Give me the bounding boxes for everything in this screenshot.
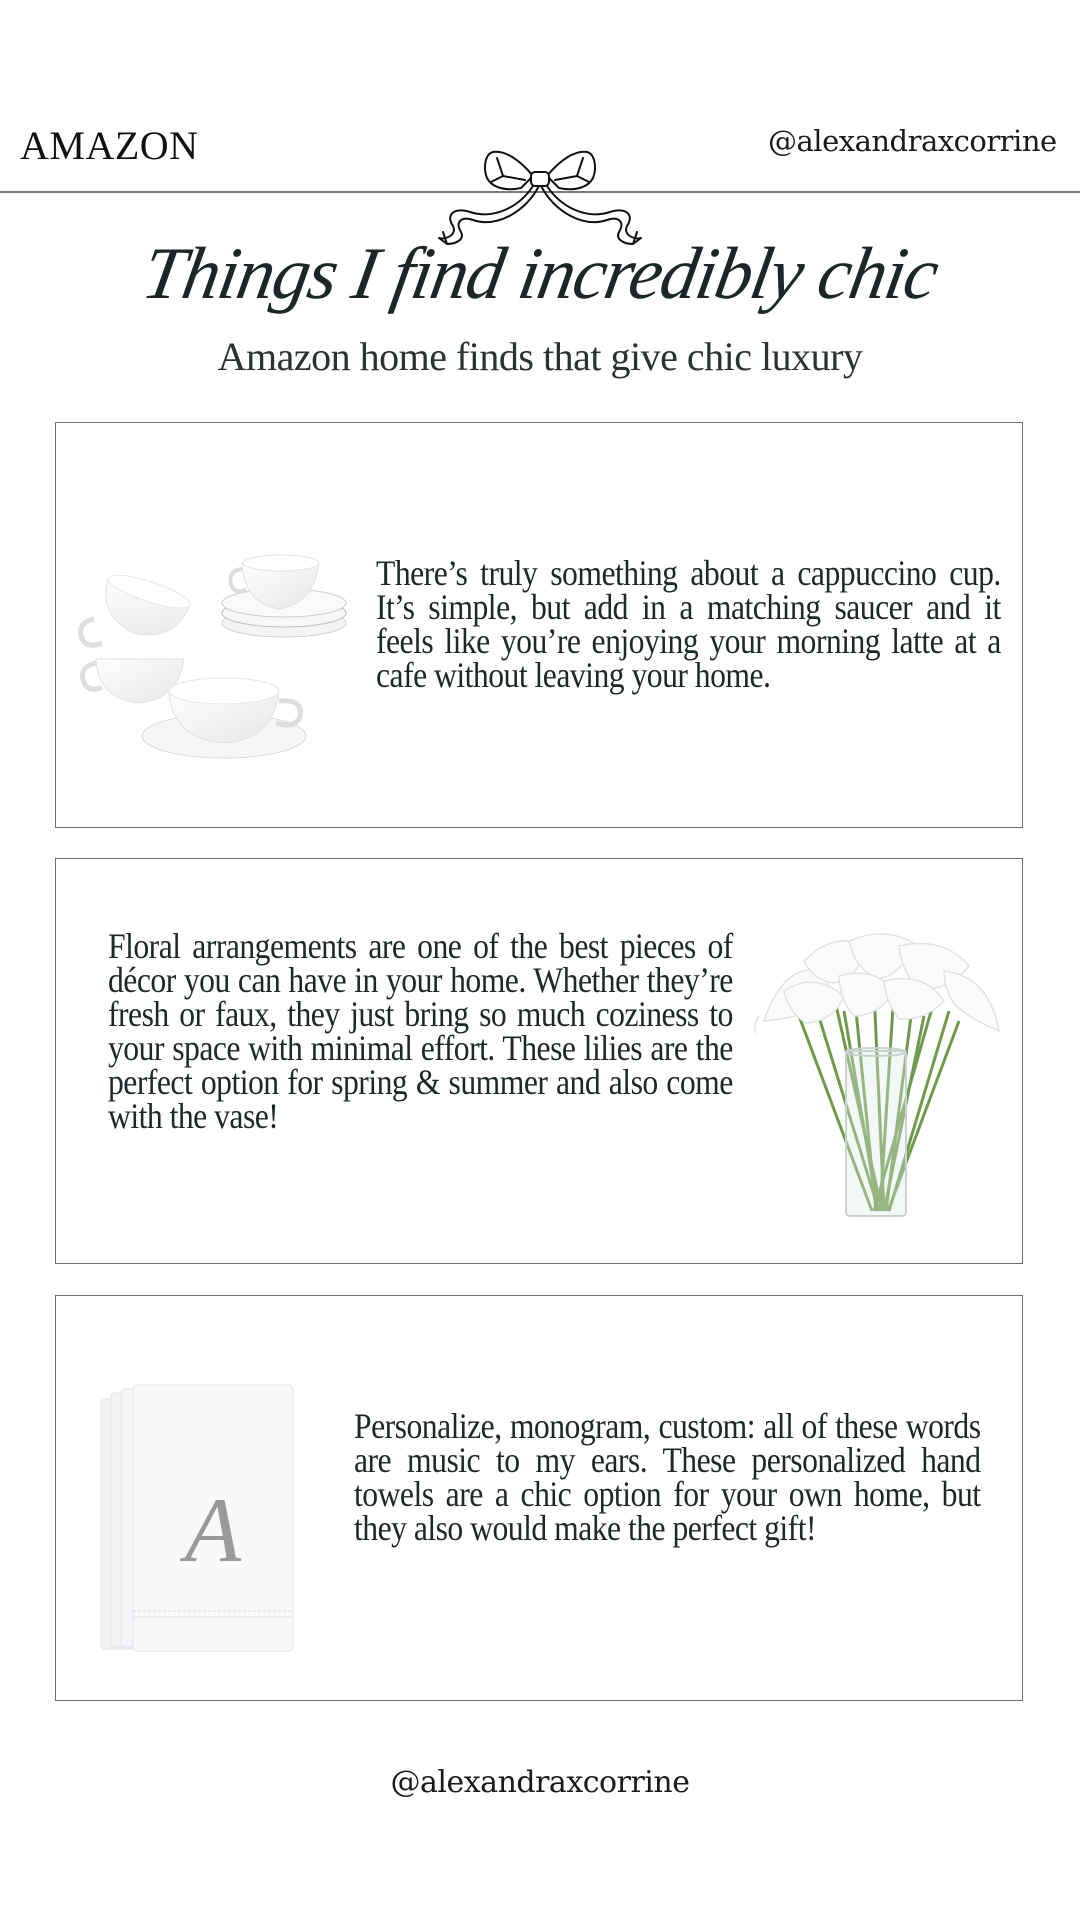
card-description: There’s truly something about a cappuccino cup. It’s simple, but add in a matching saucer and it feels like you’re enjoying your morning latte at a cafe without leaving your home. xyxy=(376,553,1001,695)
product-card-monogram-towels[interactable] xyxy=(55,1295,1023,1701)
monogram-towels-image xyxy=(91,1371,301,1671)
cappuccino-cups-image xyxy=(74,531,364,771)
footer-handle[interactable]: @alexandraxcorrine xyxy=(390,1765,690,1800)
brand-label: AMAZON xyxy=(20,123,199,168)
card-description: Floral arrangements are one of the best pieces of décor you can have in your home. Whether they’re fresh or faux, they just bring so much coziness to your space with minimal effort. These lilies are the perfect option for spring & summer and also come with the vase! xyxy=(108,926,733,1136)
product-card-cappuccino-cups[interactable] xyxy=(55,422,1023,828)
header-handle[interactable]: @alexandraxcorrine xyxy=(768,124,1057,158)
product-card-calla-lilies[interactable] xyxy=(55,858,1023,1264)
card-description: Personalize, monogram, custom: all of these words are music to my ears. These personalized hand towels are a chic option for your own home, but they also would make the perfect gift! xyxy=(354,1406,981,1548)
calla-lily-vase-image xyxy=(744,921,1014,1221)
page-subtitle: Amazon home finds that give chic luxury xyxy=(217,334,863,379)
monogram-letter: A xyxy=(184,1479,242,1581)
page-title: Things I find incredibly chic xyxy=(136,233,944,315)
